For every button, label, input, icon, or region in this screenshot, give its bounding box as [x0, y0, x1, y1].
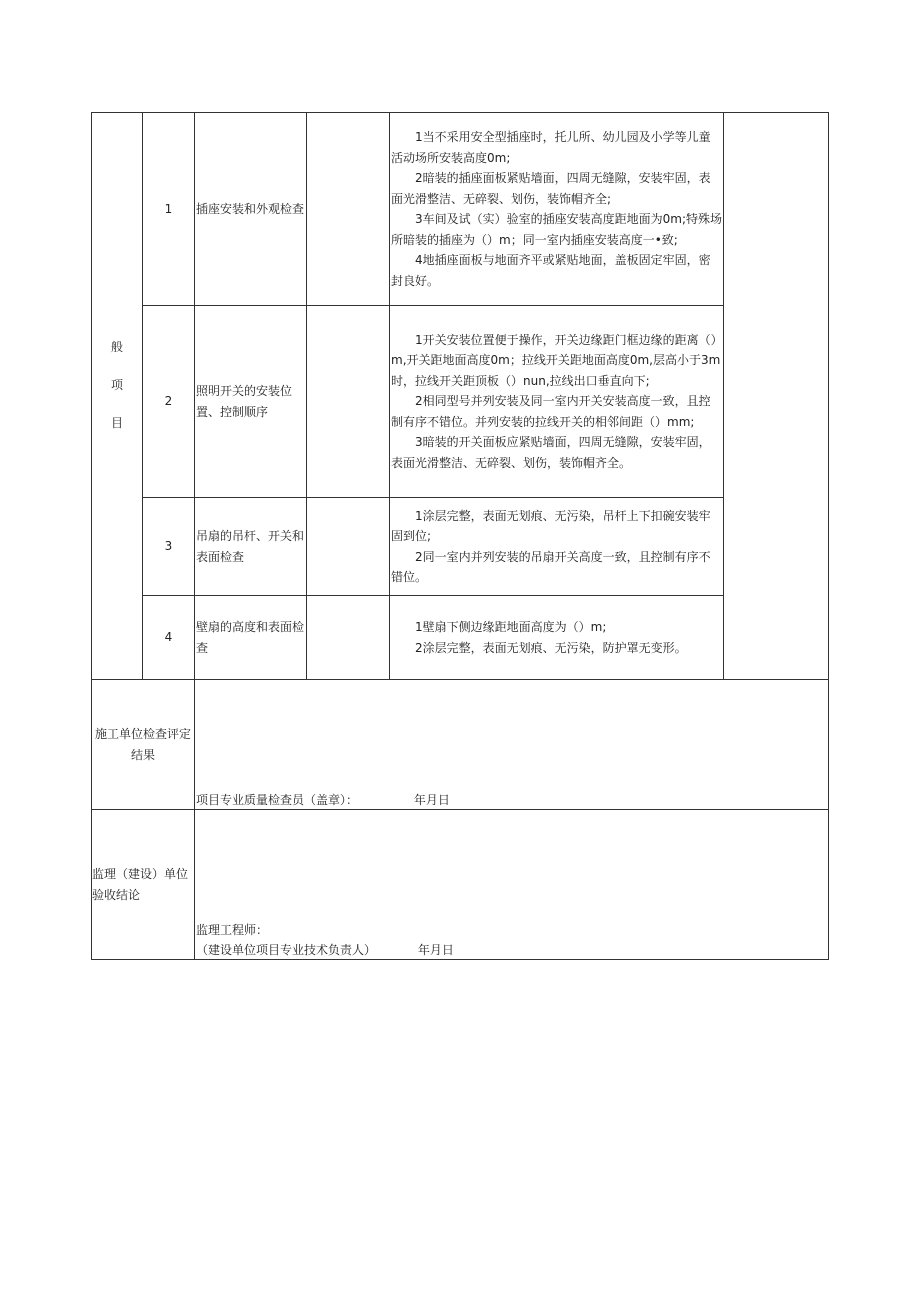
owner-representative-label: （建设单位项目专业技术负责人）	[196, 943, 377, 957]
table-border-right	[828, 112, 829, 960]
row-2-item-name	[196, 306, 304, 497]
section-label	[92, 336, 142, 434]
row-4-item-name-text: 壁扇的高度和表面检查	[196, 620, 305, 655]
row-4-requirement: 2涂层完整，表面无划痕、无污染，防护罩无变形。	[415, 640, 687, 655]
construction-signature-line	[196, 790, 816, 810]
row-1-requirement: 4地插座面板与地面齐平或紧贴地面，盖板固定牢固，密封良好。	[391, 253, 711, 288]
row-3-item-name	[196, 498, 304, 595]
supervision-engineer-line	[196, 920, 816, 940]
row-2-item-name-text: 照明开关的安装位置、控制顺序	[196, 384, 293, 419]
row-2-requirements	[391, 306, 722, 497]
row-2-number: 2	[164, 394, 173, 409]
row-divider-construction	[91, 679, 829, 680]
row-3-requirements	[391, 498, 722, 595]
row-1-requirement: 2暗装的插座面板紧贴墙面，四周无缝隙，安装牢固，表面光滑整洁、无碎裂、划伤，装饰帽齐全;	[391, 171, 711, 206]
col-divider-requirement	[723, 112, 724, 679]
row-1-requirement: 1当不采用安全型插座时，托儿所、幼儿园及小学等儿童活动场所安装高度0m;	[391, 130, 711, 165]
col-divider-blank	[389, 112, 390, 679]
supervision-label	[92, 810, 192, 959]
supervision-owner-line	[196, 940, 816, 960]
row-1-number: 1	[164, 201, 173, 216]
supervision-label-text: 监理（建设）单位验收结论	[92, 867, 189, 902]
construction-label	[94, 680, 192, 809]
row-4-number: 4	[164, 630, 173, 645]
col-divider-number	[194, 112, 195, 960]
section-label-char: 般	[110, 340, 123, 354]
row-4-requirements	[391, 596, 722, 679]
row-1-item-name	[196, 113, 304, 305]
row-2-requirement: 1开关安装位置便于操作，开关边缘距门框边缘的距离（）m,开关距地面高度0m；拉线开关距地面高度0m,层高小于3m时，拉线开关距顶板（）nun,拉线出口垂直向下;	[391, 332, 721, 388]
row-3-item-name-text: 吊扇的吊杆、开关和表面检查	[196, 529, 305, 564]
row-2-requirement: 2相同型号并列安装及同一室内开关安装高度一致，且控制有序不错位。并列安装的拉线开关的相邻间距（）mm;	[391, 394, 711, 429]
col-divider-item	[306, 112, 307, 679]
row-1-item-name-text: 插座安装和外观检查	[196, 201, 305, 216]
supervision-date: 年月日	[417, 943, 454, 957]
row-3-requirement: 1涂层完整，表面无划痕、无污染，吊杆上下扣碗安装牢固到位;	[391, 508, 711, 543]
supervision-engineer-label: 监理工程师：	[196, 923, 269, 937]
row-3-requirement: 2同一室内并列安装的吊扇开关高度一致，且控制有序不错位。	[391, 549, 711, 584]
row-4-requirement: 1壁扇下侧边缘距地面高度为（）m;	[415, 620, 607, 634]
section-label-char: 目	[110, 416, 123, 430]
section-label-char: 项	[110, 378, 123, 392]
row-1-requirements	[391, 113, 722, 305]
row-1-requirement: 3车间及试（实）验室的插座安装高度距地面为0m;特殊场所暗装的插座为（）m；同一室内插座安装高度一•致;	[391, 212, 723, 247]
row-2-requirement: 3暗装的开关面板应紧贴墙面，四周无缝隙，安装牢固，表面光滑整洁、无碎裂、划伤，装饰帽齐全。	[391, 435, 711, 470]
quality-inspector-label: 项目专业质量检查员（盖章）：	[196, 793, 359, 807]
construction-label-text: 施工单位检查评定结果	[94, 727, 191, 762]
row-4-item-name	[196, 596, 304, 679]
construction-date: 年月日	[413, 793, 450, 807]
row-3-number: 3	[164, 539, 173, 554]
